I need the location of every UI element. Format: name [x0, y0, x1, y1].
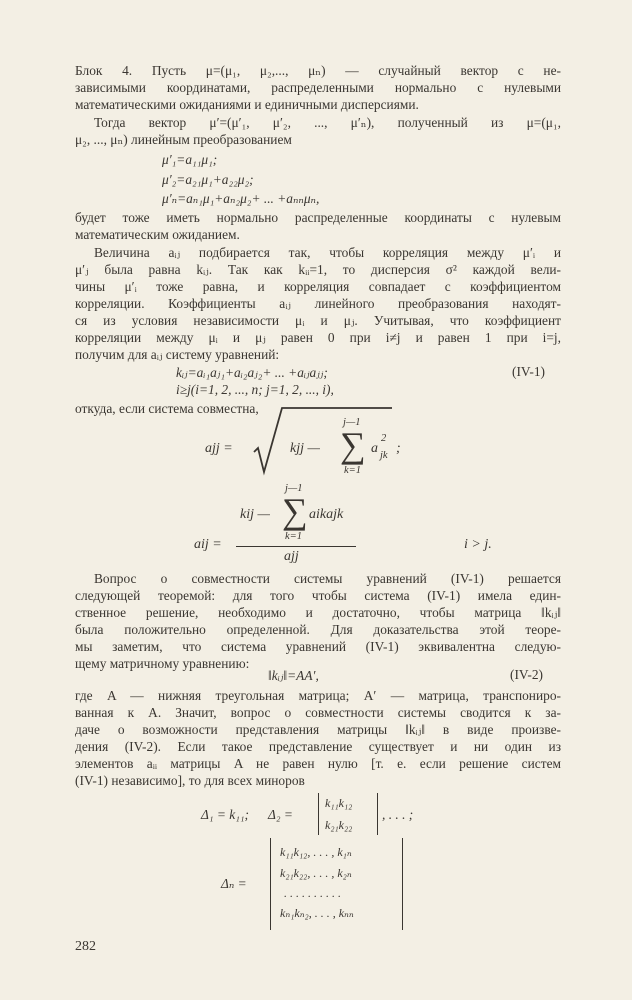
aij-sum-top: j—1 — [285, 483, 303, 494]
ajj-summand: a — [371, 441, 378, 456]
ajj-term: kjj — — [290, 441, 320, 456]
sum-icon: ∑ — [282, 491, 308, 531]
deltan-row1: k₁₁k₁₂, . . . , k₁ₙ — [280, 845, 352, 859]
delta2-label: Δ₂ = — [268, 807, 293, 822]
para6-line3: ственное решение, необходимо и достаточно, чтобы матрица ‖kᵢⱼ‖ — [75, 605, 561, 620]
para1-line1: Блок 4. Пусть μ=(μ₁, μ₂,..., μₙ) — случайный вектор с не- — [75, 63, 561, 78]
delta2-row1: k₁₁k₁₂ — [325, 796, 353, 810]
para4-line4: корреляции. Коэффициенты aᵢⱼ линейного преобразования находят- — [75, 296, 561, 311]
delta2-tail: , . . . ; — [382, 807, 414, 822]
para4-line5: ся из условия независимости μᵢ и μⱼ. Учитывая, что коэффициент — [75, 313, 561, 328]
det2-left-bar — [318, 793, 319, 835]
equation-number-iv1: (IV-1) — [512, 364, 545, 379]
para3-line1: будет тоже иметь нормально распределенные координаты с нулевым — [75, 210, 561, 225]
ajj-summand-sub: jk — [380, 450, 388, 461]
para4-line3: чины μ′ᵢ тоже равна, и корреляция совпадает с коэффициентом — [75, 279, 561, 294]
para3-line2: математическим ожиданием. — [75, 227, 240, 242]
aij-sum-bottom: k=1 — [285, 531, 302, 542]
para4-line7: получим для aᵢⱼ систему уравнений: — [75, 347, 280, 362]
ajj-tail: ; — [396, 441, 401, 456]
para6-line6: щему матричному уравнению: — [75, 656, 250, 671]
transform-line1: μ′₁=a₁₁μ₁; — [162, 152, 218, 167]
para5-line: откуда, если система совместна, — [75, 401, 259, 416]
para2-line2: μ₂, ..., μₙ) линейным преобразованием — [75, 132, 292, 147]
aij-summand: aikajk — [309, 507, 344, 522]
para6-line4: была положительно определенной. Для доказательства этой теоре- — [75, 622, 561, 637]
aij-condition: i > j. — [464, 537, 492, 552]
radical-sign — [252, 400, 392, 478]
para7-line3: даче о возможности представления матрицы ‖kᵢⱼ‖ в виде произве- — [75, 722, 561, 737]
matrix-equation: ‖kᵢⱼ‖=AA′, — [268, 668, 319, 683]
delta1: Δ₁ = k₁₁; — [201, 807, 249, 822]
system-line2: i≥j(i=1, 2, ..., n; j=1, 2, ..., i), — [176, 382, 334, 397]
fraction-bar — [236, 546, 356, 547]
ajj-lhs: ajj = — [205, 441, 233, 456]
delta2-row2: k₂₁k₂₂ — [325, 818, 353, 832]
transform-line3: μ′ₙ=aₙ₁μ₁+aₙ₂μ₂+ ... +aₙₙμₙ, — [162, 191, 320, 206]
para4-line6: корреляции между μᵢ и μⱼ равен 0 при i≠j и равен 1 при i=j, — [75, 330, 561, 345]
detn-right-bar — [402, 838, 403, 930]
para6-line5: мы заметим, что система уравнений (IV-1) эквивалентна следую- — [75, 639, 561, 654]
para7-line6: (IV-1) независимо], то для всех миноров — [75, 773, 305, 788]
aij-lhs: aij = — [194, 537, 222, 552]
aij-denominator: ajj — [284, 549, 299, 564]
page-number: 282 — [75, 939, 96, 954]
sum-icon: ∑ — [340, 425, 366, 465]
para7-line1: где A — нижняя треугольная матрица; A′ — матрица, транспониро- — [75, 688, 561, 703]
deltan-row2: k₂₁k₂₂, . . . , k₂ₙ — [280, 866, 352, 880]
para4-line1: Величина aᵢⱼ подбирается так, чтобы корреляция между μ′ᵢ и — [94, 245, 561, 260]
para2-line1: Тогда вектор μ′=(μ′₁, μ′₂, ..., μ′ₙ), полученный из μ=(μ₁, — [94, 115, 561, 130]
para6-line2: следующей теоремой: для того чтобы система (IV-1) имела един- — [75, 588, 561, 603]
ajj-sum-top: j—1 — [343, 417, 361, 428]
para7-line2: ванная к A. Значит, вопрос о совместности системы сводится к за- — [75, 705, 561, 720]
para1-line3: математическими ожиданиями и единичными дисперсиями. — [75, 97, 419, 112]
deltan-label: Δₙ = — [221, 876, 247, 891]
detn-left-bar — [270, 838, 271, 930]
transform-line2: μ′₂=a₂₁μ₁+a₂₂μ₂; — [162, 172, 254, 187]
ajj-sum-bottom: k=1 — [344, 465, 361, 476]
ajj-summand-sup: 2 — [381, 433, 387, 444]
equation-number-iv2: (IV-2) — [510, 667, 543, 682]
system-line1: kᵢⱼ=aᵢ₁aⱼ₁+aᵢ₂aⱼ₂+ ... +aᵢⱼaⱼⱼ; — [176, 365, 328, 380]
deltan-row4: kₙ₁kₙ₂, . . . , kₙₙ — [280, 906, 354, 920]
para6-line1: Вопрос о совместности системы уравнений (IV-1) решается — [94, 571, 561, 586]
aij-num-term: kij — — [240, 507, 270, 522]
para7-line4: дения (IV-2). Если такое представление существует и ни один из — [75, 739, 561, 754]
para7-line5: элементов aᵢᵢ матрицы A не равен нулю [т. е. если решение систем — [75, 756, 561, 771]
para1-line2: зависимыми координатами, распределенными нормально с нулевыми — [75, 80, 561, 95]
det2-right-bar — [377, 793, 378, 835]
para4-line2: μ′ⱼ была равна kᵢⱼ. Так как kᵢᵢ=1, то дисперсия σ² каждой вели- — [75, 262, 561, 277]
deltan-row3: . . . . . . . . . . — [284, 886, 341, 900]
